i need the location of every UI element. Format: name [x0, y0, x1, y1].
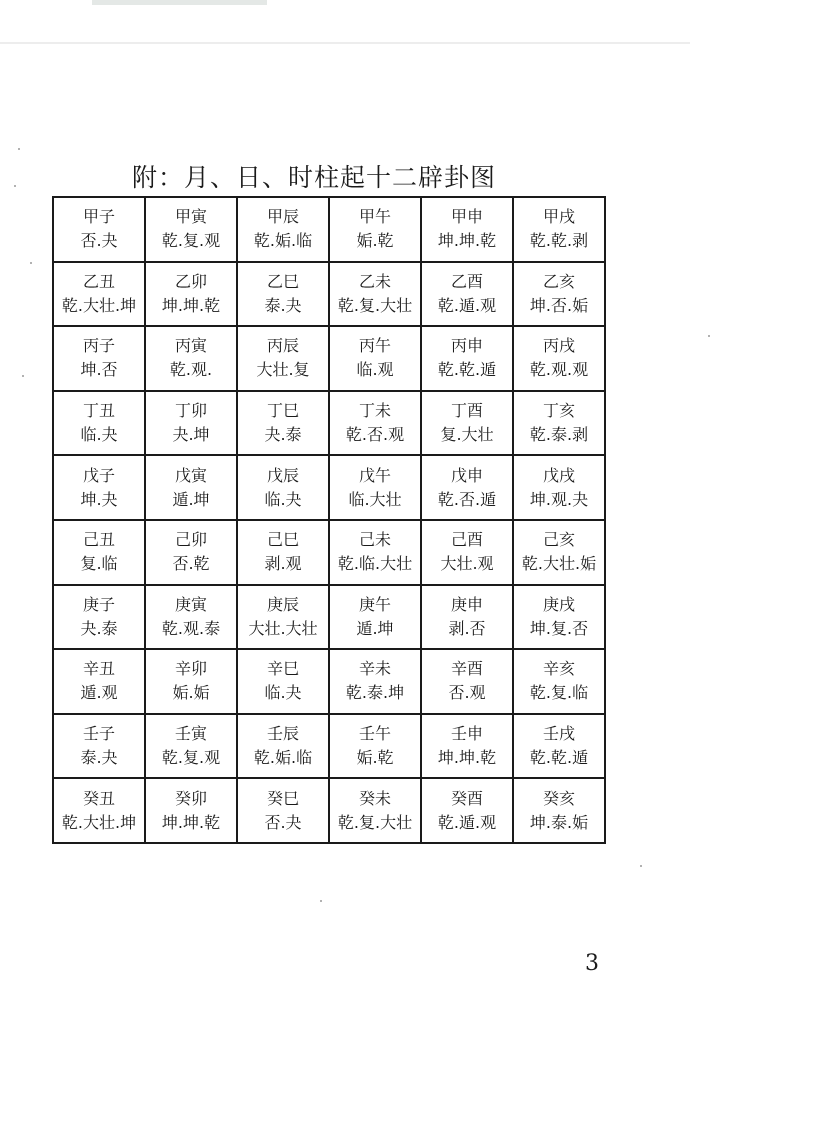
cell-pillar: 癸巳 [266, 788, 299, 808]
cell-hexagrams: 遁.坤 [356, 618, 394, 638]
cell-hexagrams: 乾.遁.观 [437, 812, 497, 832]
cell-pillar: 甲辰 [266, 207, 299, 227]
table-row [53, 326, 605, 391]
table-cell [513, 262, 605, 327]
cell-pillar: 丁亥 [542, 401, 575, 421]
scan-speck [22, 375, 24, 377]
cell-pillar: 己巳 [266, 530, 299, 550]
table-row [53, 455, 605, 520]
table-cell [145, 391, 237, 456]
table-cell [237, 714, 329, 779]
cell-hexagrams: 姤.乾 [356, 748, 394, 768]
table-cell [513, 649, 605, 714]
cell-pillar: 庚午 [358, 594, 391, 614]
cell-pillar: 戊午 [358, 465, 391, 485]
cell-pillar: 庚辰 [266, 594, 299, 614]
cell-pillar: 庚申 [450, 594, 483, 614]
cell-hexagrams: 乾.复.大壮 [337, 295, 413, 315]
cell-hexagrams: 坤.坤.乾 [437, 748, 497, 768]
cell-pillar: 壬申 [450, 724, 483, 744]
cell-hexagrams: 坤.泰.姤 [529, 812, 589, 832]
table-cell [145, 455, 237, 520]
table-cell [53, 649, 145, 714]
table-cell [421, 778, 513, 843]
cell-pillar: 乙卯 [174, 271, 207, 291]
scan-edge-line [0, 42, 690, 44]
cell-pillar: 甲子 [82, 207, 115, 227]
cell-hexagrams: 乾.复.观 [161, 748, 221, 768]
table-cell [329, 197, 421, 262]
table-row [53, 262, 605, 327]
cell-hexagrams: 坤.坤.乾 [161, 812, 221, 832]
table-cell [237, 391, 329, 456]
cell-hexagrams: 乾.观. [169, 360, 213, 380]
table-cell [329, 391, 421, 456]
cell-hexagrams: 坤.复.否 [529, 618, 589, 638]
cell-hexagrams: 否.乾 [172, 554, 210, 574]
table-cell [53, 520, 145, 585]
cell-hexagrams: 复.临 [80, 554, 118, 574]
table-cell [421, 585, 513, 650]
table-row [53, 520, 605, 585]
cell-hexagrams: 临.夬 [264, 489, 302, 509]
cell-pillar: 辛酉 [450, 659, 483, 679]
cell-pillar: 壬寅 [174, 724, 207, 744]
cell-hexagrams: 剥.观 [264, 554, 302, 574]
scan-edge-strip [92, 0, 267, 5]
cell-hexagrams: 乾.否.遁 [437, 489, 497, 509]
cell-hexagrams: 遁.观 [80, 683, 118, 703]
table-row [53, 391, 605, 456]
cell-hexagrams: 夬.坤 [172, 425, 210, 445]
cell-hexagrams: 大壮.复 [256, 360, 310, 380]
table-cell [145, 326, 237, 391]
cell-pillar: 戊寅 [174, 465, 207, 485]
cell-hexagrams: 乾.姤.临 [253, 748, 313, 768]
table-cell [513, 520, 605, 585]
page-number: 3 [585, 951, 599, 976]
cell-pillar: 戊戌 [542, 465, 575, 485]
cell-hexagrams: 乾.大壮.坤 [61, 295, 137, 315]
cell-hexagrams: 坤.坤.乾 [437, 231, 497, 251]
cell-hexagrams: 乾.观.观 [529, 360, 589, 380]
table-cell [421, 391, 513, 456]
cell-hexagrams: 遁.坤 [172, 489, 210, 509]
table-cell [145, 714, 237, 779]
table-cell [145, 197, 237, 262]
cell-hexagrams: 乾.复.临 [529, 683, 589, 703]
cell-hexagrams: 坤.否.姤 [529, 295, 589, 315]
scan-speck [320, 900, 322, 902]
table-cell [329, 714, 421, 779]
cell-pillar: 癸酉 [450, 788, 483, 808]
scan-speck [30, 262, 32, 264]
cell-hexagrams: 临.夬 [80, 425, 118, 445]
table-cell [237, 778, 329, 843]
table-cell [237, 197, 329, 262]
table-cell [421, 326, 513, 391]
cell-pillar: 辛卯 [174, 659, 207, 679]
cell-hexagrams: 否.夬 [264, 812, 302, 832]
cell-pillar: 戊子 [82, 465, 115, 485]
cell-pillar: 己亥 [542, 530, 575, 550]
cell-hexagrams: 夬.泰 [80, 618, 118, 638]
cell-hexagrams: 乾.乾.遁 [529, 748, 589, 768]
table-cell [53, 262, 145, 327]
table-cell [421, 714, 513, 779]
table-row [53, 585, 605, 650]
cell-pillar: 甲午 [358, 207, 391, 227]
cell-pillar: 辛未 [358, 659, 391, 679]
table-cell [53, 585, 145, 650]
cell-hexagrams: 乾.否.观 [345, 425, 405, 445]
table-row [53, 649, 605, 714]
table-cell [329, 778, 421, 843]
table-cell [421, 520, 513, 585]
table-cell [145, 520, 237, 585]
cell-hexagrams: 泰.夬 [264, 295, 302, 315]
cell-hexagrams: 坤.夬 [80, 489, 118, 509]
cell-hexagrams: 否.夬 [80, 231, 118, 251]
cell-hexagrams: 临.大壮 [348, 489, 402, 509]
cell-pillar: 丙戌 [542, 336, 575, 356]
table-cell [53, 455, 145, 520]
cell-hexagrams: 乾.大壮.姤 [521, 554, 597, 574]
table-cell [237, 262, 329, 327]
cell-pillar: 戊申 [450, 465, 483, 485]
table-cell [329, 455, 421, 520]
table-cell [145, 649, 237, 714]
table-cell [329, 326, 421, 391]
cell-hexagrams: 乾.大壮.坤 [61, 812, 137, 832]
cell-pillar: 丙辰 [266, 336, 299, 356]
cell-pillar: 壬辰 [266, 724, 299, 744]
table-cell [53, 391, 145, 456]
table-cell [53, 326, 145, 391]
cell-pillar: 甲戌 [542, 207, 575, 227]
cell-pillar: 己卯 [174, 530, 207, 550]
cell-pillar: 乙酉 [450, 271, 483, 291]
table-cell [513, 585, 605, 650]
table-cell [421, 197, 513, 262]
table-cell [513, 391, 605, 456]
cell-hexagrams: 坤.观.夬 [529, 489, 589, 509]
cell-hexagrams: 乾.观.泰 [161, 618, 221, 638]
table-cell [237, 520, 329, 585]
table-cell [513, 455, 605, 520]
cell-hexagrams: 泰.夬 [80, 748, 118, 768]
cell-pillar: 乙丑 [82, 271, 115, 291]
table-cell [513, 326, 605, 391]
cell-pillar: 癸丑 [82, 788, 115, 808]
cell-hexagrams: 姤.姤 [172, 683, 210, 703]
scan-speck [18, 148, 20, 150]
cell-hexagrams: 乾.复.大壮 [337, 812, 413, 832]
cell-hexagrams: 乾.乾.遁 [437, 360, 497, 380]
table-cell [237, 649, 329, 714]
table-cell [421, 455, 513, 520]
cell-hexagrams: 临.观 [356, 360, 394, 380]
cell-hexagrams: 否.观 [448, 683, 486, 703]
cell-pillar: 丁酉 [450, 401, 483, 421]
hexagram-table-body [53, 197, 605, 843]
cell-pillar: 庚寅 [174, 594, 207, 614]
cell-pillar: 辛丑 [82, 659, 115, 679]
cell-pillar: 甲申 [450, 207, 483, 227]
cell-pillar: 辛巳 [266, 659, 299, 679]
table-row [53, 778, 605, 843]
cell-pillar: 己酉 [450, 530, 483, 550]
table-cell [329, 649, 421, 714]
cell-pillar: 庚子 [82, 594, 115, 614]
cell-pillar: 己丑 [82, 530, 115, 550]
table-cell [237, 326, 329, 391]
cell-pillar: 己未 [358, 530, 391, 550]
cell-hexagrams: 大壮.大壮 [248, 618, 318, 638]
cell-hexagrams: 剥.否 [448, 618, 486, 638]
table-cell [329, 262, 421, 327]
cell-pillar: 丙子 [82, 336, 115, 356]
cell-pillar: 戊辰 [266, 465, 299, 485]
cell-pillar: 庚戌 [542, 594, 575, 614]
cell-hexagrams: 乾.泰.坤 [345, 683, 405, 703]
table-cell [513, 714, 605, 779]
cell-hexagrams: 乾.乾.剥 [529, 231, 589, 251]
cell-hexagrams: 大壮.观 [440, 554, 494, 574]
cell-hexagrams: 乾.复.观 [161, 231, 221, 251]
cell-pillar: 壬午 [358, 724, 391, 744]
table-cell [53, 778, 145, 843]
cell-pillar: 癸亥 [542, 788, 575, 808]
cell-pillar: 乙亥 [542, 271, 575, 291]
scan-speck [640, 865, 642, 867]
cell-hexagrams: 乾.临.大壮 [337, 554, 413, 574]
table-cell [237, 455, 329, 520]
table-cell [145, 778, 237, 843]
cell-pillar: 壬子 [82, 724, 115, 744]
cell-pillar: 丙寅 [174, 336, 207, 356]
table-cell [513, 778, 605, 843]
cell-hexagrams: 坤.否 [80, 360, 118, 380]
hexagram-table [52, 196, 606, 844]
cell-pillar: 癸未 [358, 788, 391, 808]
cell-hexagrams: 乾.姤.临 [253, 231, 313, 251]
cell-hexagrams: 乾.泰.剥 [529, 425, 589, 445]
table-cell [421, 649, 513, 714]
table-cell [329, 520, 421, 585]
cell-pillar: 乙未 [358, 271, 391, 291]
cell-hexagrams: 姤.乾 [356, 231, 394, 251]
page-title: 附：月、日、时柱起十二辟卦图 [132, 163, 497, 192]
scan-speck [708, 335, 710, 337]
cell-pillar: 乙巳 [266, 271, 299, 291]
cell-pillar: 壬戌 [542, 724, 575, 744]
table-cell [145, 585, 237, 650]
table-cell [237, 585, 329, 650]
cell-pillar: 甲寅 [174, 207, 207, 227]
cell-hexagrams: 乾.遁.观 [437, 295, 497, 315]
cell-pillar: 丙申 [450, 336, 483, 356]
table-cell [53, 197, 145, 262]
cell-hexagrams: 坤.坤.乾 [161, 295, 221, 315]
table-cell [421, 262, 513, 327]
table-row [53, 197, 605, 262]
cell-hexagrams: 夬.泰 [264, 425, 302, 445]
cell-pillar: 丙午 [358, 336, 391, 356]
table-row [53, 714, 605, 779]
cell-pillar: 丁卯 [174, 401, 207, 421]
cell-pillar: 丁丑 [82, 401, 115, 421]
table-cell [513, 197, 605, 262]
table-cell [53, 714, 145, 779]
cell-pillar: 癸卯 [174, 788, 207, 808]
table-cell [329, 585, 421, 650]
cell-hexagrams: 临.夬 [264, 683, 302, 703]
scan-speck [14, 185, 16, 187]
cell-pillar: 丁未 [358, 401, 391, 421]
cell-hexagrams: 复.大壮 [440, 425, 494, 445]
table-cell [145, 262, 237, 327]
cell-pillar: 辛亥 [542, 659, 575, 679]
cell-pillar: 丁巳 [266, 401, 299, 421]
